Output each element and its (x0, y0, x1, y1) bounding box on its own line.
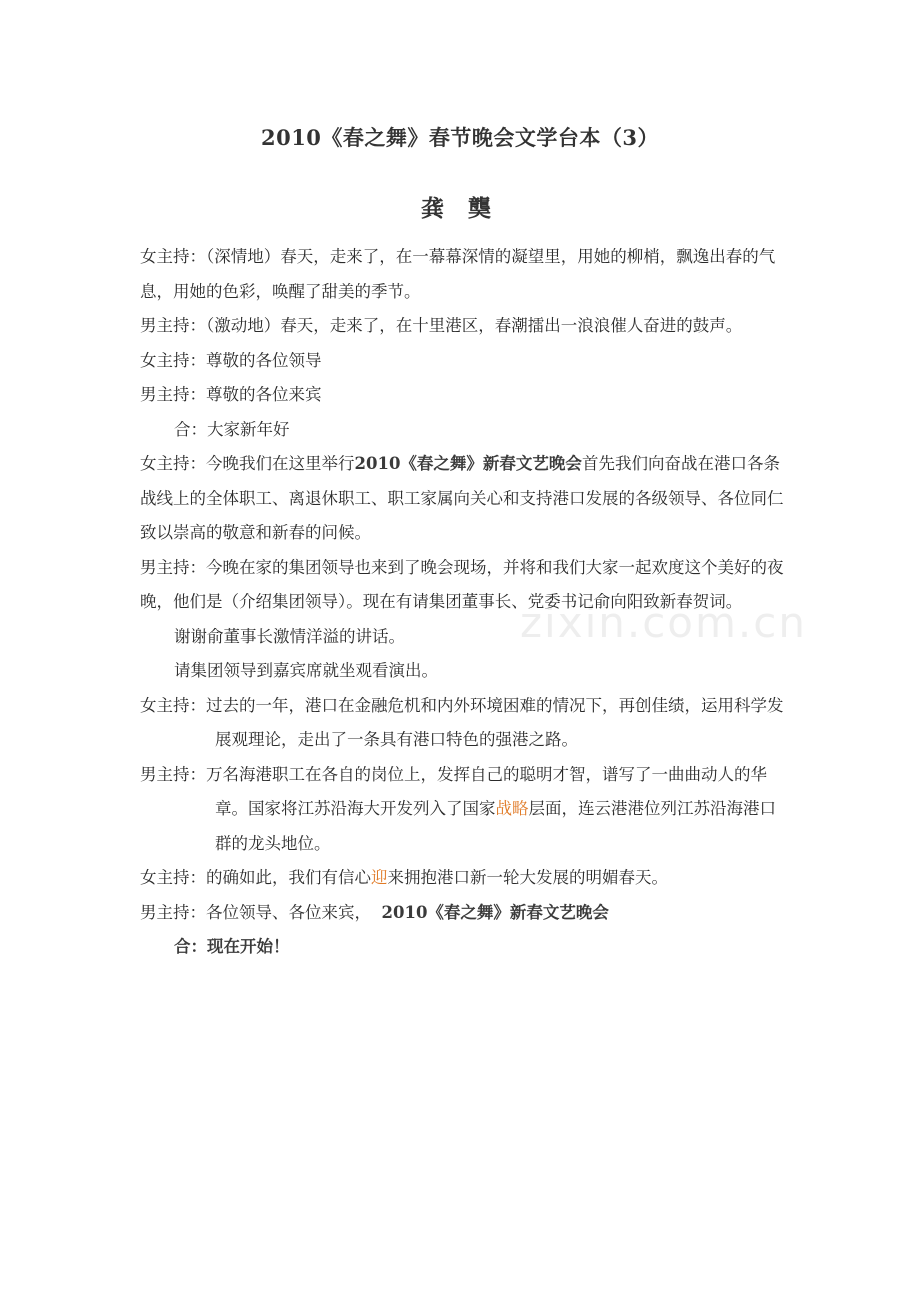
paragraph-female-host-2: 女主持：尊敬的各位领导 (140, 350, 322, 370)
paragraph-male-host-2: 男主持：尊敬的各位来宾 (140, 385, 322, 404)
paragraph-male-host-5 (140, 896, 790, 931)
paragraph-together-2: 合：现在开始！ (174, 937, 290, 956)
paragraph-text: 女主持：今晚我们在这里举行 (140, 454, 355, 473)
paragraph-male-host-3: 男主持：今晚在家的集团领导也来到了晚会现场，并将和我们大家一起欢度这个美好的夜晚，他们是（介绍集团领导）。现在有请集团董事长、党委书记俞向阳致新春贺词。 (140, 557, 784, 611)
paragraph-female-host-1: 女主持：（深情地）春天，走来了，在一幕幕深情的凝望里，用她的柳梢，飘逸出春的气息，用她的色彩，唤醒了甜美的季节。 (140, 247, 776, 301)
paragraph-female-host-4: 女主持：过去的一年，港口在金融危机和内外环境困难的情况下，再创佳绩，运用科学发展观理论，走出了一条具有港口特色的强港之路。 (140, 695, 784, 749)
paragraph-male-host-1: 男主持：（激动地）春天，走来了，在十里港区，春潮擂出一浪浪催人奋进的鼓声。 (140, 316, 743, 335)
highlight-link-welcome[interactable]: 迎 (371, 868, 388, 887)
event-name-bold: 2010《春之舞》新春文艺晚会 (381, 902, 609, 922)
paragraph-text: 来拥抱港口新一轮大发展的明媚春天。 (387, 868, 668, 887)
document-title: 2010《春之舞》春节晚会文学台本（3） (260, 125, 660, 150)
paragraph-text: 女主持：的确如此，我们有信心 (140, 868, 371, 887)
paragraph-female-host-5 (140, 861, 790, 896)
document-author: 龚 龑 (420, 195, 499, 222)
paragraph-thanks: 谢谢俞董事长激情洋溢的讲话。 (174, 626, 405, 646)
watermark: zixin.com.cn (520, 598, 807, 647)
document-body (140, 240, 790, 965)
paragraph-text: 男主持：各位领导、各位来宾， (140, 902, 371, 922)
paragraph-female-host-3 (140, 447, 790, 551)
highlight-link-strategy[interactable]: 战略 (495, 799, 529, 818)
paragraph-invite-leaders: 请集团领导到嘉宾席就坐观看演出。 (174, 661, 438, 680)
event-name-bold: 2010《春之舞》新春文艺晚会 (354, 454, 582, 473)
paragraph-text: 男主持：万名海港职工在各自的岗位上，发挥自己的聪明才智，谱写了一曲曲动人的华章。国家将江苏沿海大开发列入了国家 (140, 764, 767, 818)
paragraph-text: 层面，连云港港位列江苏沿海港口群的龙头地位。 (215, 799, 776, 853)
paragraph-male-host-4 (140, 758, 790, 862)
paragraph-text: 首先我们向奋战在港口各条战线上的全体职工、离退休职工、职工家属向关心和支持港口发展的各级领导、各位同仁致以崇高的敬意和新春的问候。 (140, 454, 784, 542)
paragraph-together-1: 合：大家新年好 (174, 419, 290, 439)
